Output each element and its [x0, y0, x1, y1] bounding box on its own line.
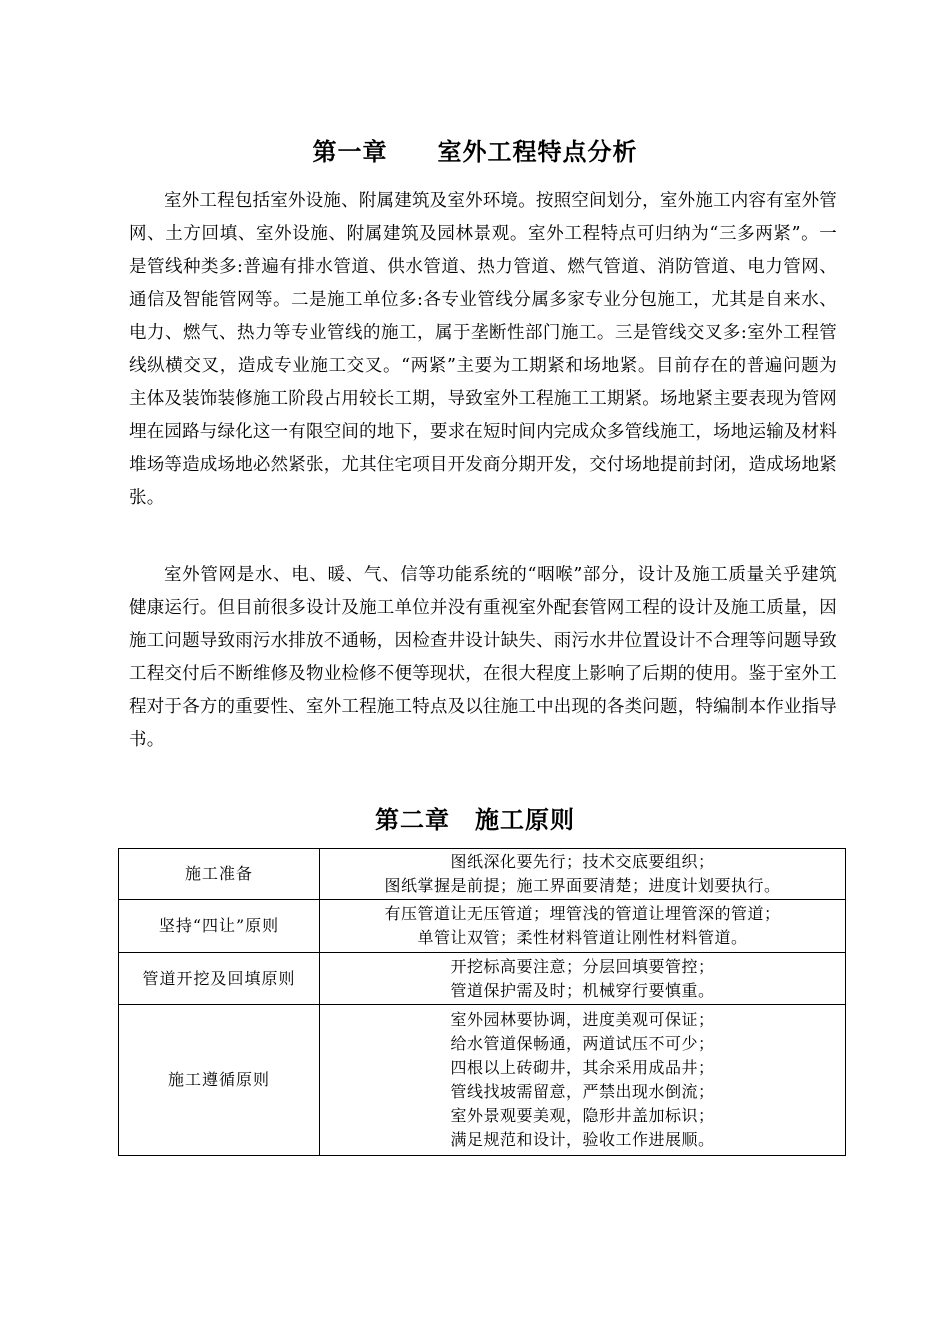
row-label: 施工准备: [119, 849, 320, 900]
chapter-1-paragraph-2: 室外管网是水、电、暖、气、信等功能系统的“咽喉”部分，设计及施工质量关乎建筑健康运行。但目前很多设计及施工单位并没有重视室外配套管网工程的设计及施工质量，因施工问题导致雨污水排放不通畅，因检查井设计缺失、雨污水井位置设计不合理等问题导致工程交付后不断维修及物业检修不便等现状，在很大程度上影响了后期的使用。鉴于室外工程对于各方的重要性、室外工程施工特点及以往施工中出现的各类问题，特编制本作业指导书。: [129, 565, 837, 750]
content-line: 室外园林要协调，进度美观可保证；: [450, 1010, 715, 1029]
row-label: 管道开挖及回填原则: [119, 953, 320, 1005]
row-content: [320, 849, 846, 900]
table-row: [119, 953, 846, 1005]
content-line: 图纸掌握是前提；施工界面要清楚；进度计划要执行。: [384, 876, 781, 895]
content-line: 给水管道保畅通，两道试压不可少；: [450, 1034, 715, 1053]
row-label: 坚持“四让”原则: [119, 900, 320, 953]
chapter-1-paragraph-1: 室外工程包括室外设施、附属建筑及室外环境。按照空间划分，室外施工内容有室外管网、土方回填、室外设施、附属建筑及园林景观。室外工程特点可归纳为“三多两紧”。一是管线种类多:普遍有排水管道、供水管道、热力管道、燃气管道、消防管道、电力管网、通信及智能管网等。二是施工单位多:各专业管线分属多家专业分包施工，尤其是自来水、电力、燃气、热力等专业管线的施工，属于垄断性部门施工。三是管线交叉多:室外工程管线纵横交叉，造成专业施工交叉。“两紧”主要为工期紧和场地紧。目前存在的普遍问题为主体及装饰装修施工阶段占用较长工期，导致室外工程施工工期紧。场地紧主要表现为管网埋在园路与绿化这一有限空间的地下，要求在短时间内完成众多管线施工，场地运输及材料堆场等造成场地必然紧张，尤其住宅项目开发商分期开发，交付场地提前封闭，造成场地紧张。: [129, 191, 837, 508]
content-line: 图纸深化要先行；技术交底要组织；: [450, 852, 715, 871]
content-line: 管道保护需及时；机械穿行要慎重。: [450, 980, 715, 1000]
row-content: [320, 900, 846, 953]
table-row: [119, 1005, 846, 1156]
content-line: 开挖标高要注意；分层回填要管控；: [450, 956, 715, 976]
content-line: 室外景观要美观，隐形井盖加标识；: [450, 1106, 715, 1125]
content-line: 有压管道让无压管道；埋管浅的管道让埋管深的管道；: [384, 904, 781, 923]
row-content: [320, 953, 846, 1005]
chapter-2-title: 第二章 施工原则: [375, 805, 575, 834]
table-row: [119, 849, 846, 900]
chapter-1-title: 第一章 室外工程特点分析: [312, 137, 638, 166]
row-content: [320, 1005, 846, 1156]
content-line: 管线找坡需留意，严禁出现水倒流；: [450, 1082, 715, 1101]
construction-principles-table: [118, 848, 846, 1156]
row-label: 施工遵循原则: [119, 1005, 320, 1156]
content-line: 满足规范和设计，验收工作进展顺。: [450, 1130, 715, 1149]
content-line: 四根以上砖砌井，其余采用成品井；: [450, 1058, 715, 1077]
table-row: [119, 900, 846, 953]
content-line: 单管让双管；柔性材料管道让刚性材料管道。: [417, 928, 748, 947]
